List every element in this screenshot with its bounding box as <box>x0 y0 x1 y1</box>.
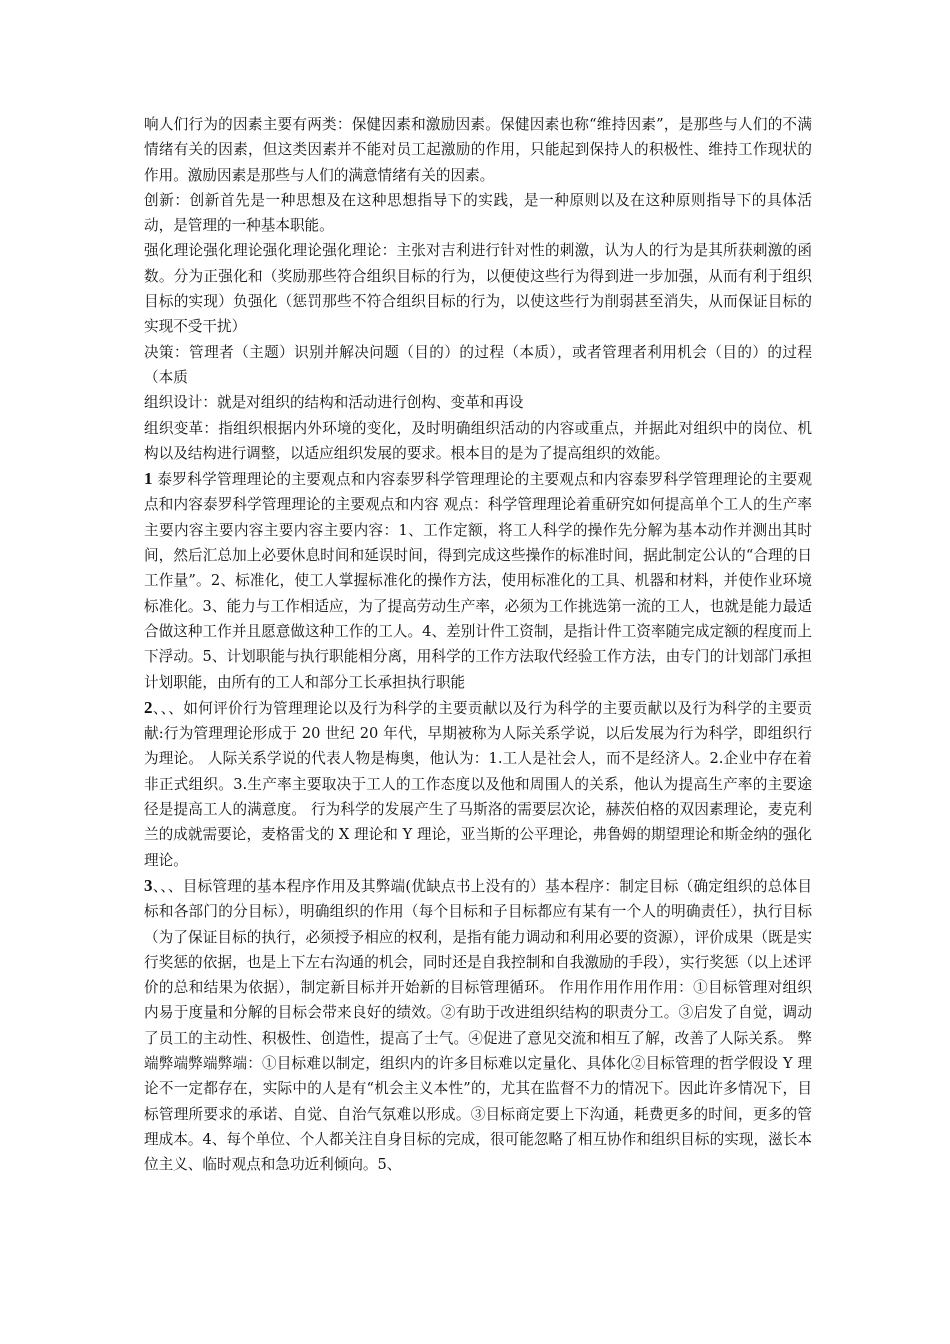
section-number: 3 <box>144 875 153 895</box>
paragraph-text: 泰罗科学管理理论的主要观点和内容泰罗科学管理理论的主要观点和内容泰罗科学管理理论的主要观点和内容泰罗科学管理理论的主要观点和内容 观点：科学管理理论着重研究如何提高单个工人的生产率 主要内容主要内容主要内容主要内容：1、工作定额，将工人科学的操作先分解为基本动作并测出其时间，然后汇总加上必要休息时间和延误时间，得到完成这些操作的标准时间，据此制定公认的“合理的日工作量”。2、标准化，使工人掌握标准化的操作方法，使用标准化的工具、机器和材料，并使作业环境标准化。3、能力与工作相适应，为了提高劳动生产率，必须为工作挑选第一流的工人，也就是能力最适合做这种工作并且愿意做这种工作的工人。4、差别计件工资制，是指计件工资率随完成定额的程度而上下浮动。5、计划职能与执行职能相分离，用科学的工作方法取代经验工作方法，由专门的计划部门承担计划职能，由所有的工人和部分工长承担执行职能 <box>144 471 812 691</box>
paragraph-text: 创新：创新首先是一种思想及在这种思想指导下的实践，是一种原则以及在这种原则指导下的具体活动，是管理的一种基本职能。 <box>144 191 812 235</box>
paragraph-text: 、、、如何评价行为管理理论以及行为科学的主要贡献以及行为科学的主要贡献以及行为科学的主要贡献:行为管理理论形成于 20 世纪 20 年代，早期被称为人际关系学说，以后发展为行为科学，即组织行为理论。 人际关系学说的代表人物是梅奥，他认为：1.工人是社会人，而不是经济人。2.企业中存在着非正式组织。3.生产率主要取决于工人的工作态度以及他和周围人的关系，他认为提高生产率的主要途径是提高工人的满意度。 行为科学的发展产生了马斯洛的需要层次论，赫茨伯格的双因素理论，麦克利兰的成就需要论，麦格雷戈的 X 理论和 Y 理论，亚当斯的公平理论，弗鲁姆的期望理论和斯金纳的强化理论。 <box>144 699 812 869</box>
document-body <box>144 112 812 1177</box>
section-number: 2 <box>144 697 153 717</box>
paragraph-innovation <box>144 188 812 239</box>
paragraph-management-by-objectives <box>144 873 812 1178</box>
paragraph-reinforcement-theory <box>144 238 812 339</box>
paragraph-decision <box>144 340 812 391</box>
paragraph-text: 组织变革：指组织根据内外环境的变化，及时明确组织活动的内容或重点，并据此对组织中的岗位、机构以及结构进行调整，以适应组织发展的要求。根本目的是为了提高组织的效能。 <box>144 419 812 462</box>
paragraph-two-factor-theory <box>144 112 812 188</box>
section-number: 1 <box>144 469 153 489</box>
paragraph-text: 强化理论强化理论强化理论强化理论：主张对吉利进行针对性的刺激，认为人的行为是其所获刺激的函数。分为正强化和（奖励那些符合组织目标的行为，以便使这些行为得到进一步加强，从而有利于组织目标的实现）负强化（惩罚那些不符合组织目标的行为，以使这些行为削弱甚至消失，从而保证目标的实现不受干扰） <box>144 242 812 336</box>
paragraph-text: 响人们行为的因素主要有两类：保健因素和激励因素。保健因素也称“维持因素”，是那些与人们的不满情绪有关的因素，但这类因素并不能对员工起激励的作用，只能起到保持人的积极性、维持工作现状的作用。激励因素是那些与人们的满意情绪有关的因素。 <box>144 116 812 184</box>
paragraph-taylor-scientific-management <box>144 466 812 695</box>
paragraph-text: 组织设计：就是对组织的结构和活动进行创构、变革和再设 <box>144 394 524 412</box>
paragraph-text: 决策：管理者（主题）识别并解决问题（目的）的过程（本质），或者管理者利用机会（目的）的过程（本质 <box>144 343 812 386</box>
paragraph-organization-design <box>144 390 812 415</box>
paragraph-organization-change <box>144 416 812 467</box>
paragraph-behavioral-management <box>144 695 812 873</box>
paragraph-text: 、、、目标管理的基本程序作用及其弊端(优缺点书上没有的）基本程序：制定目标（确定组织的总体目标和各部门的分目标），明确组织的作用（每个目标和子目标都应有某有一个人的明确责任），执行目标（为了保证目标的执行，必须授予相应的权利，是指有能力调动和利用必要的资源），评价成果（既是实行奖惩的依据，也是上下左右沟通的机会，同时还是自我控制和自我激励的手段），实行奖惩（以上述评价的总和结果为依据），制定新目标并开始新的目标管理循环。 作用作用作用作用：①目标管理对组织内易于度量和分解的目标会带来良好的绩效。②有助于改进组织结构的职责分工。③启发了自觉，调动了员工的主动性、积极性、创造性，提高了士气。④促进了意见交流和相互了解，改善了人际关系。 弊端弊端弊端弊端：①目标难以制定，组织内的许多目标难以定量化、具体化②目标管理的哲学假设 Y 理论不一定都存在，实际中的人是有“机会主义本性”的，尤其在监督不力的情况下。因此许多情况下，目标管理所要求的承诺、自觉、自治气氛难以形成。③目标商定要上下沟通，耗费更多的时间，更多的管理成本。4、每个单位、个人都关注自身目标的完成，很可能忽略了相互协作和组织目标的实现，滋长本位主义、临时观点和急功近利倾向。5、 <box>144 877 812 1174</box>
